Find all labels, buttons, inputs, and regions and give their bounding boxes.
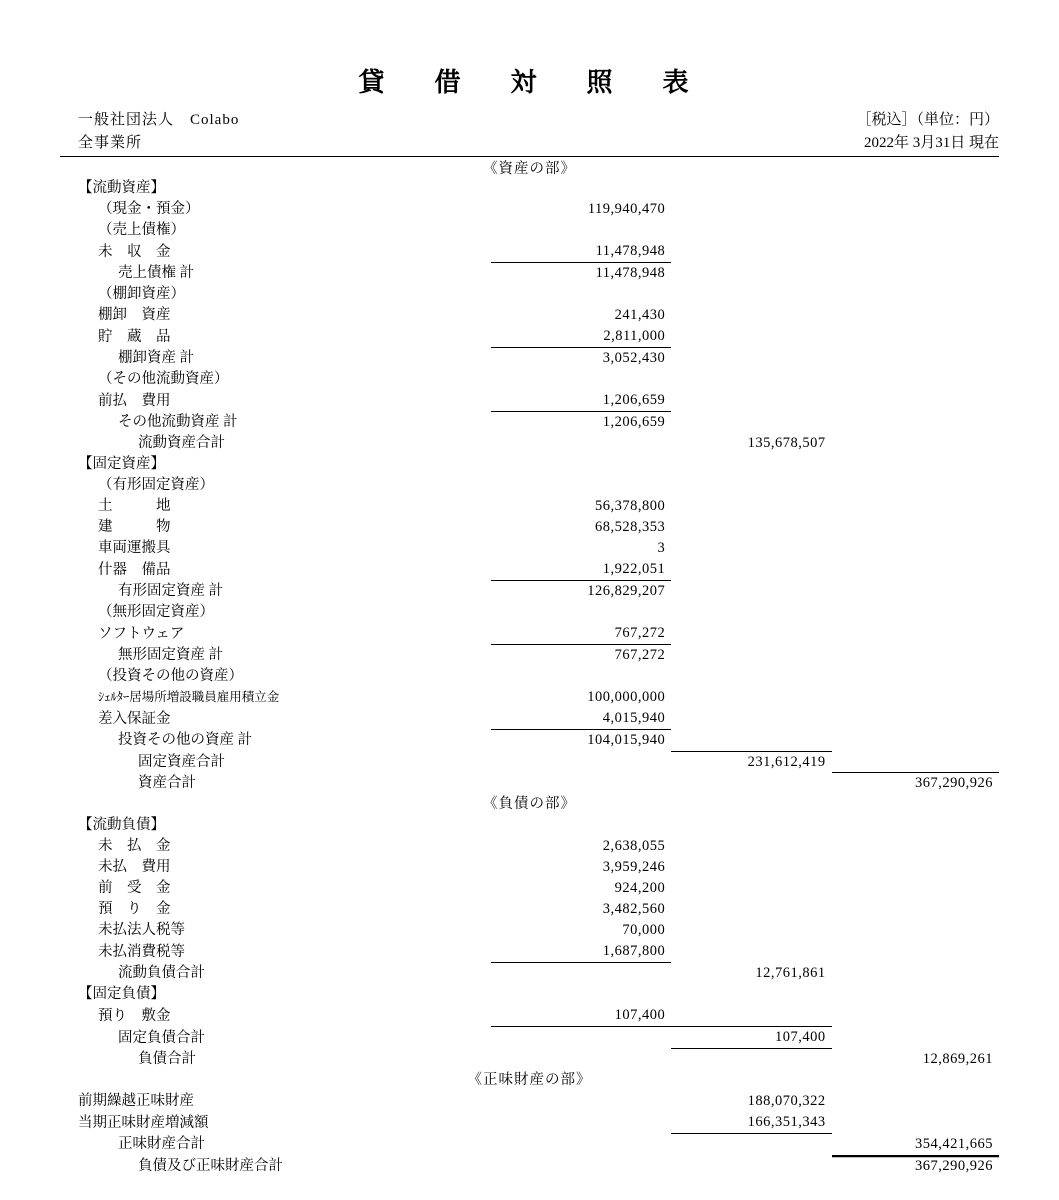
table-row <box>60 708 999 730</box>
row-amount-1: 107,400 <box>614 1007 666 1023</box>
row-amount-1 <box>491 1112 671 1134</box>
row-label: 未 払 金 <box>98 838 171 854</box>
row-amount-2 <box>671 559 831 581</box>
row-amount-2 <box>671 1049 831 1071</box>
table-row <box>60 390 999 412</box>
row-label: （投資その他の資産） <box>98 668 243 684</box>
row-amount-3 <box>832 517 999 538</box>
table-row <box>60 687 999 708</box>
table-row <box>60 326 999 348</box>
row-amount-2 <box>671 1005 831 1027</box>
row-amount-3 <box>832 963 999 985</box>
row-amount-1 <box>491 1134 671 1156</box>
row-label: （棚卸資産） <box>98 286 185 302</box>
row-amount-1 <box>491 475 671 496</box>
row-amount-1: 1,922,051 <box>602 561 666 577</box>
table-row <box>60 369 999 390</box>
row-amount-3 <box>832 263 999 285</box>
table-row <box>60 878 999 899</box>
row-amount-1: 119,940,470 <box>587 201 666 217</box>
row-amount-3 <box>832 305 999 326</box>
row-label: 固定負債合計 <box>118 1029 205 1046</box>
table-row <box>60 1134 999 1156</box>
row-amount-3 <box>832 581 999 603</box>
row-amount-3 <box>832 220 999 241</box>
section-heading-row <box>60 1070 999 1091</box>
row-label: ｼｪﾙﾀｰ居場所増設職員雇用積立金 <box>98 690 280 704</box>
row-amount-3: 367,290,926 <box>832 773 999 795</box>
row-amount-3 <box>832 390 999 412</box>
row-amount-3 <box>832 666 999 687</box>
table-row <box>60 348 999 370</box>
row-amount-2 <box>671 687 831 708</box>
row-label: 什器 備品 <box>98 561 171 578</box>
row-amount-2: 107,400 <box>671 1027 831 1049</box>
row-amount-2 <box>671 645 831 667</box>
balance-sheet-body <box>60 178 999 1177</box>
office-name: 全事業所 <box>78 134 143 151</box>
row-amount-2 <box>671 220 831 241</box>
row-amount-1 <box>491 984 671 1005</box>
section-heading-assets: 《資産の部》 <box>483 161 576 177</box>
row-amount-1: 126,829,207 <box>491 581 671 603</box>
row-label: 未 収 金 <box>98 243 171 260</box>
row-amount-1: 1,687,800 <box>602 943 666 959</box>
row-amount-2 <box>671 305 831 326</box>
row-amount-1: 56,378,800 <box>595 498 666 514</box>
row-amount-3 <box>832 433 999 454</box>
row-amount-2 <box>671 581 831 603</box>
row-amount-3 <box>832 178 999 199</box>
row-label: 有形固定資産 計 <box>118 583 224 599</box>
row-amount-1 <box>491 602 671 623</box>
table-row <box>60 920 999 941</box>
row-amount-3: 367,290,926 <box>832 1155 999 1177</box>
row-amount-3 <box>832 941 999 963</box>
row-amount-3 <box>832 1027 999 1049</box>
row-amount-2 <box>671 517 831 538</box>
row-label: 差入保証金 <box>98 710 171 727</box>
table-row <box>60 454 999 475</box>
row-label: 売上債権 計 <box>118 265 195 281</box>
row-amount-2 <box>671 199 831 220</box>
table-row <box>60 666 999 687</box>
row-amount-1: 2,811,000 <box>603 328 666 344</box>
row-amount-1 <box>491 666 671 687</box>
row-label: 投資その他の資産 計 <box>118 732 253 748</box>
row-amount-3 <box>832 920 999 941</box>
header-right-block <box>856 109 999 154</box>
table-row <box>60 602 999 623</box>
row-amount-3 <box>832 602 999 623</box>
section-heading: 《負債の部》 <box>483 796 576 812</box>
table-row <box>60 751 999 773</box>
row-label: 負債及び正味財産合計 <box>138 1157 283 1174</box>
row-amount-3 <box>832 199 999 220</box>
row-amount-3 <box>832 369 999 390</box>
row-label: 正味財産合計 <box>118 1136 205 1152</box>
row-label: 棚卸 資産 <box>98 307 171 323</box>
row-amount-3 <box>832 454 999 475</box>
row-amount-2: 12,761,861 <box>755 965 826 981</box>
row-label: 固定資産合計 <box>138 753 225 770</box>
row-amount-3 <box>832 348 999 370</box>
row-amount-2 <box>671 602 831 623</box>
row-amount-2 <box>671 857 831 878</box>
row-label: （有形固定資産） <box>98 477 214 493</box>
row-amount-1 <box>491 433 671 454</box>
row-label: 資産合計 <box>138 775 196 791</box>
row-amount-3 <box>832 284 999 305</box>
row-amount-1 <box>491 369 671 390</box>
row-amount-1: 70,000 <box>622 922 666 938</box>
row-label: 【固定資産】 <box>78 456 165 472</box>
table-row <box>60 199 999 220</box>
row-amount-1: 68,528,353 <box>595 519 666 535</box>
row-amount-1: 1,206,659 <box>602 392 666 408</box>
row-amount-1: 2,638,055 <box>602 838 666 854</box>
row-amount-2 <box>671 326 831 348</box>
row-amount-1: 1,206,659 <box>491 412 671 434</box>
row-label: 無形固定資産 計 <box>118 647 224 663</box>
row-label: 未払法人税等 <box>98 922 185 938</box>
row-amount-2 <box>671 708 831 730</box>
row-amount-3 <box>832 1005 999 1027</box>
document-header <box>60 109 999 154</box>
row-amount-1 <box>491 751 671 773</box>
row-label: 【固定負債】 <box>78 986 165 1002</box>
row-amount-1 <box>491 1155 671 1177</box>
row-amount-1 <box>491 1091 671 1112</box>
row-amount-3: 12,869,261 <box>922 1051 993 1067</box>
table-row <box>60 517 999 538</box>
table-row <box>60 941 999 963</box>
table-row <box>60 730 999 752</box>
row-amount-1 <box>491 178 671 199</box>
table-row <box>60 645 999 667</box>
tax-unit-note: ［税込］（単位：円） <box>856 112 999 128</box>
row-amount-3 <box>832 241 999 263</box>
row-label: 前払 費用 <box>98 392 171 409</box>
row-amount-2 <box>671 178 831 199</box>
row-amount-3 <box>832 687 999 708</box>
table-row <box>60 581 999 603</box>
row-amount-1: 3,052,430 <box>491 348 671 370</box>
table-row <box>60 984 999 1005</box>
row-label: 建 物 <box>98 519 171 535</box>
row-amount-3 <box>832 496 999 517</box>
row-label: 預り 敷金 <box>98 1007 171 1024</box>
row-amount-2 <box>671 623 831 645</box>
row-amount-3 <box>832 730 999 752</box>
row-amount-3: 354,421,665 <box>915 1135 993 1152</box>
row-amount-2 <box>671 773 831 795</box>
row-amount-2 <box>671 878 831 899</box>
row-amount-2 <box>671 984 831 1005</box>
row-amount-2 <box>671 1155 831 1177</box>
row-amount-2 <box>671 348 831 370</box>
balance-sheet-table <box>60 178 999 1177</box>
row-amount-3 <box>832 878 999 899</box>
row-amount-1: 11,478,948 <box>595 243 666 259</box>
row-amount-1 <box>491 284 671 305</box>
row-amount-3 <box>832 857 999 878</box>
table-row <box>60 496 999 517</box>
table-row <box>60 220 999 241</box>
row-amount-3 <box>832 708 999 730</box>
row-amount-2 <box>671 454 831 475</box>
row-amount-2: 188,070,322 <box>747 1093 826 1109</box>
row-label: 前 受 金 <box>98 880 171 896</box>
row-label: 当期正味財産増減額 <box>78 1114 209 1131</box>
header-left-block <box>60 109 239 154</box>
row-amount-1 <box>491 1049 671 1071</box>
table-row <box>60 1155 999 1177</box>
row-amount-3 <box>832 899 999 920</box>
table-row <box>60 963 999 985</box>
row-amount-1 <box>491 454 671 475</box>
row-label: 棚卸資産 計 <box>118 350 195 366</box>
row-amount-1: 924,200 <box>614 880 666 896</box>
row-amount-1 <box>491 1027 671 1049</box>
row-amount-1: 3 <box>657 540 666 556</box>
table-row <box>60 1027 999 1049</box>
row-label: 流動資産合計 <box>138 435 225 451</box>
table-row <box>60 815 999 836</box>
table-row <box>60 538 999 559</box>
row-label: ソフトウェア <box>98 625 185 642</box>
table-row <box>60 1091 999 1112</box>
row-amount-1 <box>491 815 671 836</box>
table-row <box>60 241 999 263</box>
row-amount-2 <box>671 496 831 517</box>
row-amount-2 <box>671 390 831 412</box>
row-label: 前期繰越正味財産 <box>78 1093 194 1109</box>
row-amount-1: 3,482,560 <box>602 901 666 917</box>
table-row <box>60 412 999 434</box>
row-amount-2: 135,678,507 <box>747 435 826 451</box>
row-amount-3 <box>832 326 999 348</box>
row-amount-3 <box>832 751 999 773</box>
row-label: 車両運搬具 <box>98 540 171 556</box>
row-amount-3 <box>832 645 999 667</box>
row-label: 土 地 <box>98 498 171 514</box>
row-label: （その他流動資産） <box>98 371 229 387</box>
row-amount-2 <box>671 284 831 305</box>
row-amount-2 <box>671 899 831 920</box>
section-heading-row <box>60 794 999 815</box>
row-amount-3 <box>832 984 999 1005</box>
row-label: 負債合計 <box>138 1051 196 1067</box>
row-amount-1: 11,478,948 <box>491 263 671 285</box>
row-amount-2 <box>671 369 831 390</box>
table-row <box>60 1005 999 1027</box>
row-amount-3 <box>832 815 999 836</box>
row-amount-1: 767,272 <box>491 645 671 667</box>
row-label: 【流動資産】 <box>78 180 165 196</box>
table-row <box>60 433 999 454</box>
row-label: （売上債権） <box>98 222 185 238</box>
table-row <box>60 623 999 645</box>
row-label: 未払 費用 <box>98 859 171 875</box>
row-amount-2 <box>671 815 831 836</box>
row-amount-2 <box>671 941 831 963</box>
row-amount-1: 4,015,940 <box>602 710 666 726</box>
row-amount-3 <box>832 836 999 857</box>
page-title: 貸 借 対 照 表 <box>358 68 701 97</box>
row-amount-2 <box>671 836 831 857</box>
table-row <box>60 773 999 795</box>
table-row <box>60 857 999 878</box>
row-amount-3 <box>832 475 999 496</box>
row-amount-3 <box>832 1112 999 1134</box>
row-label: 未払消費税等 <box>98 943 185 960</box>
row-label: 預 り 金 <box>98 901 171 917</box>
row-amount-1 <box>491 773 671 795</box>
row-amount-3 <box>832 559 999 581</box>
row-label: 【流動負債】 <box>78 817 165 833</box>
row-label: その他流動資産 計 <box>118 414 238 430</box>
row-label: （無形固定資産） <box>98 604 214 620</box>
row-label: （現金・預金） <box>98 201 200 217</box>
row-amount-2: 166,351,343 <box>747 1114 826 1130</box>
table-row <box>60 475 999 496</box>
row-amount-1: 241,430 <box>614 307 666 323</box>
row-amount-2 <box>671 538 831 559</box>
row-amount-1: 767,272 <box>614 625 666 641</box>
row-amount-1: 3,959,246 <box>602 859 666 875</box>
row-label: 流動負債合計 <box>118 965 205 981</box>
row-amount-3 <box>832 623 999 645</box>
row-amount-3 <box>832 538 999 559</box>
row-amount-1: 104,015,940 <box>491 730 671 752</box>
table-row <box>60 559 999 581</box>
table-row <box>60 899 999 920</box>
table-row <box>60 178 999 199</box>
row-amount-2 <box>671 412 831 434</box>
row-amount-2 <box>671 1134 831 1156</box>
table-row <box>60 284 999 305</box>
organization-name: 一般社団法人 Colabo <box>78 112 240 128</box>
as-of-date: 2022年 3月31日 現在 <box>863 134 999 151</box>
table-row <box>60 263 999 285</box>
row-amount-3 <box>832 412 999 434</box>
row-amount-2 <box>671 730 831 752</box>
row-amount-1 <box>491 220 671 241</box>
row-amount-2: 231,612,419 <box>671 751 831 773</box>
row-amount-2 <box>671 920 831 941</box>
table-row <box>60 836 999 857</box>
row-amount-1: 100,000,000 <box>587 689 666 705</box>
table-row <box>60 1049 999 1071</box>
row-amount-2 <box>671 475 831 496</box>
row-amount-2 <box>671 263 831 285</box>
table-row <box>60 305 999 326</box>
row-label: 貯 蔵 品 <box>98 328 171 345</box>
section-heading: 《正味財産の部》 <box>467 1072 592 1088</box>
row-amount-3 <box>832 1091 999 1112</box>
row-amount-2 <box>671 241 831 263</box>
row-amount-2 <box>671 666 831 687</box>
table-row <box>60 1112 999 1134</box>
row-amount-1 <box>491 963 671 985</box>
